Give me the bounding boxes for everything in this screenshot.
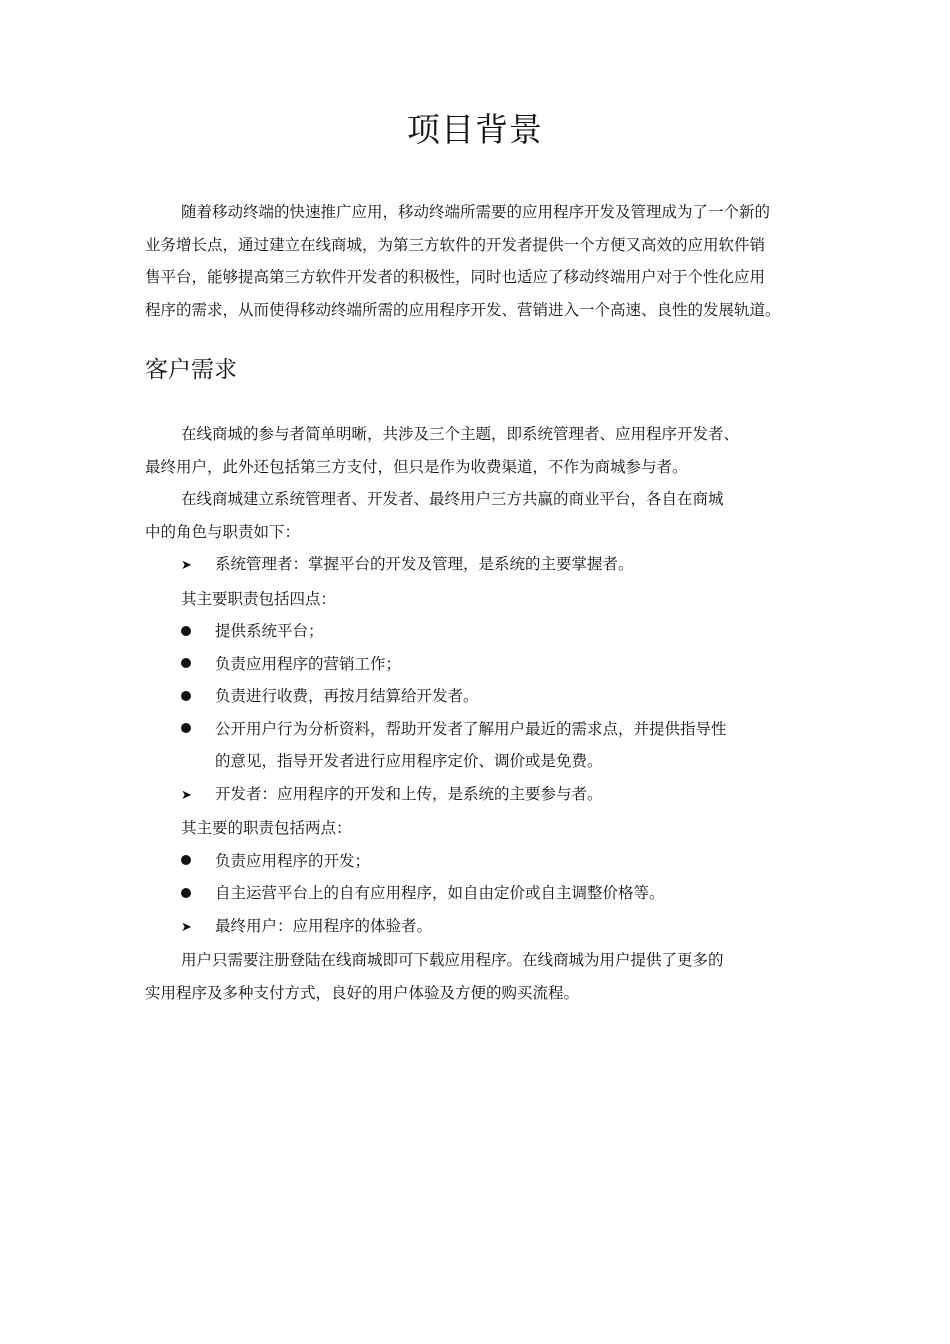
intro-line: 业务增长点，通过建立在线商城，为第三方软件的开发者提供一个方便又高效的应用软件销 [145, 235, 766, 254]
role-item-admin [145, 548, 810, 583]
paragraph-line: 中的角色与职责如下： [145, 522, 301, 541]
paragraph-line: 实用程序及多种支付方式，良好的用户体验及方便的购买流程。 [145, 983, 580, 1002]
list-item-text: 自主运营平台上的自有应用程序，如自由定价或自主调整价格等。 [215, 884, 665, 902]
paragraph-line: 用户只需要注册登陆在线商城即可下载应用程序。在线商城为用户提供了更多的 [181, 951, 724, 969]
filled-circle-icon [181, 648, 215, 681]
intro-line: 随着移动终端的快速推广应用，移动终端所需要的应用程序开发及管理成为了一个新的 [181, 203, 771, 221]
arrowhead-right-icon: ➤ [181, 919, 192, 935]
filled-circle-icon [181, 615, 215, 648]
list-item-text: 公开用户行为分析资料，帮助开发者了解用户最近的需求点，并提供指导性 [215, 719, 727, 738]
paragraph-line: 最终用户，此外还包括第三方支付，但只是作为收费渠道，不作为商城参与者。 [145, 457, 688, 476]
arrowhead-right-icon: ➤ [181, 787, 192, 803]
section-heading: 客户需求 [145, 357, 237, 383]
duties-intro: 其主要的职责包括两点： [181, 819, 352, 837]
intro-paragraph [145, 196, 810, 326]
role-text: 系统管理者：掌握平台的开发及管理，是系统的主要掌握者。 [215, 555, 634, 573]
list-item-continuation: 的意见，指导开发者进行应用程序定价、调价或是免费。 [215, 752, 603, 770]
list-item [145, 680, 810, 713]
list-item [145, 648, 810, 681]
filled-circle-icon [181, 680, 215, 713]
intro-line: 售平台，能够提高第三方软件开发者的积极性，同时也适应了移动终端用户对于个性化应用 [145, 268, 766, 286]
arrowhead-right-icon: ➤ [181, 558, 192, 573]
list-item [145, 713, 810, 746]
list-item-text: 负责应用程序的开发； [215, 851, 371, 870]
paragraph-line: 在线商城的参与者简单明晰，共涉及三个主题，即系统管理者、应用程序开发者、 [181, 425, 740, 443]
filled-circle-icon [181, 877, 215, 910]
list-item-text: 负责应用程序的营销工作； [215, 654, 402, 673]
list-item [145, 845, 810, 878]
role-item-developer [145, 778, 810, 813]
role-item-end-user [145, 910, 810, 945]
role-text: 最终用户：应用程序的体验者。 [215, 916, 433, 935]
list-item [145, 615, 810, 648]
list-item [145, 877, 810, 910]
page-title: 项目背景 [407, 110, 543, 149]
section-body [145, 418, 810, 1009]
list-item-text: 提供系统平台； [215, 622, 324, 640]
filled-circle-icon [181, 713, 215, 746]
filled-circle-icon [181, 845, 215, 878]
paragraph-line: 在线商城建立系统管理者、开发者、最终用户三方共赢的商业平台，各自在商城 [181, 490, 724, 508]
list-item-text: 负责进行收费，再按月结算给开发者。 [215, 687, 479, 705]
role-text: 开发者：应用程序的开发和上传，是系统的主要参与者。 [215, 784, 603, 803]
duties-intro: 其主要职责包括四点： [181, 589, 337, 608]
intro-line: 程序的需求，从而使得移动终端所需的应用程序开发、营销进入一个高速、良性的发展轨道。 [145, 300, 781, 319]
